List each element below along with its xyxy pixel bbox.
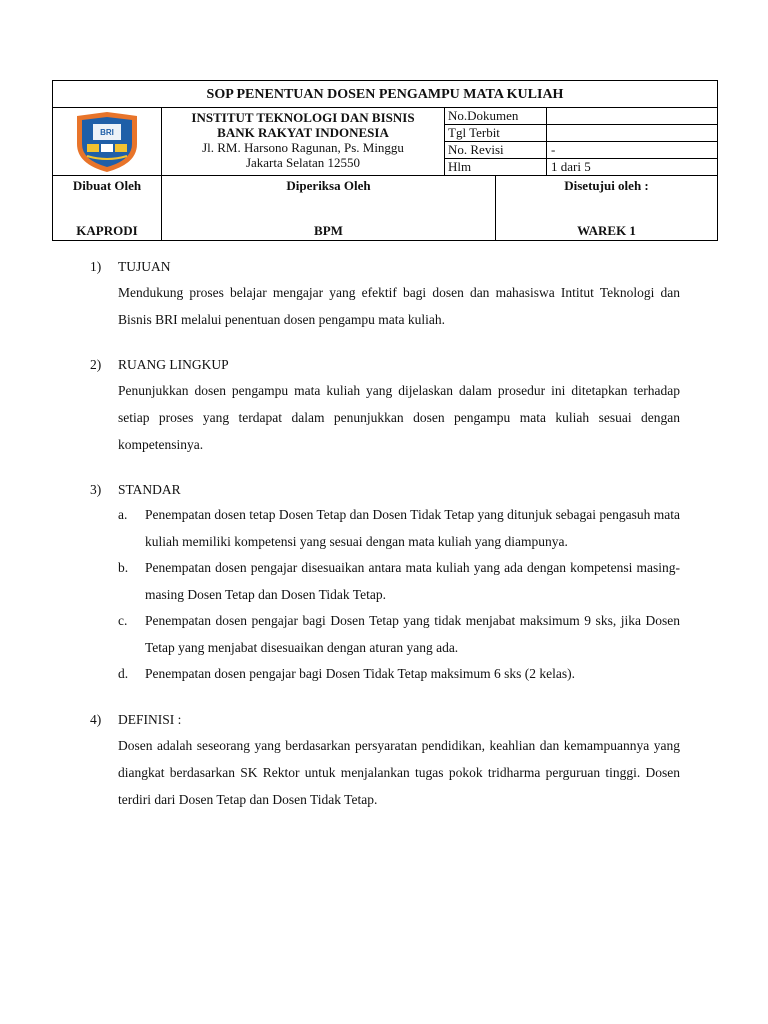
section-number: 4): [90, 711, 102, 727]
meta-label-no-dokumen: No.Dokumen: [445, 108, 547, 125]
section-definisi: [90, 710, 680, 813]
section-heading: DEFINISI :: [118, 711, 182, 727]
institution-info: [162, 108, 445, 176]
list-letter: a.: [118, 507, 128, 522]
list-item: [118, 502, 680, 555]
list-text: Penempatan dosen pengajar bagi Dosen Tidak Tetap maksimum 6 sks (2 kelas).: [145, 666, 575, 681]
list-text: Penempatan dosen pengajar bagi Dosen Tetap yang tidak menjabat maksimum 9 sks, jika Dosen Tetap yang menjabat disesuaikan dengan aturan yang ada.: [145, 613, 680, 655]
meta-value-hlm: 1 dari 5: [547, 159, 718, 176]
list-letter: c.: [118, 613, 128, 628]
signature-dibuat-heading: Dibuat Oleh: [72, 178, 142, 193]
signature-dibuat-name: KAPRODI: [76, 223, 138, 238]
section-body: Dosen adalah seseorang yang berdasarkan persyaratan pendidikan, keahlian dan kemampuannya yang diangkat berdasarkan SK Rektor untuk menjalankan tugas pokok tridharma perguruan tinggi. Dosen terdiri dari Dosen Tetap dan Dosen Tidak Tetap.: [118, 737, 680, 807]
meta-label-no-revisi: No. Revisi: [445, 142, 547, 159]
logo-text: BRI: [100, 127, 114, 137]
meta-value-tgl-terbit: [547, 125, 718, 142]
institution-name-line2: BANK RAKYAT INDONESIA: [217, 125, 389, 140]
list-letter: b.: [118, 560, 129, 575]
signature-disetujui: [496, 176, 718, 241]
institution-logo: [53, 108, 162, 176]
address-line2: Jakarta Selatan 12550: [245, 155, 361, 170]
signature-disetujui-name: WAREK 1: [577, 223, 636, 238]
signature-diperiksa-heading: Diperiksa Oleh: [286, 178, 371, 193]
list-text: Penempatan dosen pengajar disesuaikan antara mata kuliah yang ada dengan kompetensi masing-masing Dosen Tetap dan Dosen Tidak Tetap.: [145, 560, 680, 602]
section-number: 3): [90, 482, 102, 497]
meta-value-no-revisi: -: [547, 142, 718, 159]
section-heading: STANDAR: [118, 482, 181, 497]
section-body: Mendukung proses belajar mengajar yang efektif bagi dosen dan mahasiswa Intitut Teknologi dan Bisnis BRI melalui penentuan dosen pengampu mata kuliah.: [118, 285, 680, 327]
list-text: Penempatan dosen tetap Dosen Tetap dan Dosen Tidak Tetap yang ditunjuk sebagai pengasuh mata kuliah memiliki kompetensi yang sesuai dengan mata kuliah yang diampunya.: [145, 507, 680, 549]
list-item: [118, 555, 680, 608]
section-heading: RUANG LINGKUP: [118, 357, 229, 372]
section-body: Penunjukkan dosen pengampu mata kuliah yang dijelaskan dalam prosedur ini ditetapkan terhadap setiap proses yang terdapat dalam penunjukkan dosen pengampu mata kuliah sesuai dengan kompetensinya.: [118, 383, 680, 452]
signature-dibuat: [53, 176, 162, 241]
meta-value-no-dokumen: [547, 108, 718, 125]
section-number: 2): [90, 357, 102, 372]
list-item: [118, 661, 680, 688]
section-heading: TUJUAN: [118, 259, 171, 274]
meta-label-hlm: Hlm: [445, 159, 547, 176]
list-letter: d.: [118, 666, 129, 681]
shield-logo-icon: [71, 110, 143, 174]
meta-label-tgl-terbit: Tgl Terbit: [445, 125, 547, 142]
section-tujuan: [90, 257, 680, 333]
institution-name-line1: INSTITUT TEKNOLOGI DAN BISNIS: [191, 110, 415, 125]
document-title: SOP PENENTUAN DOSEN PENGAMPU MATA KULIAH: [53, 81, 718, 108]
section-standar: [90, 480, 680, 688]
section-ruang-lingkup: [90, 355, 680, 458]
signature-diperiksa-name: BPM: [314, 223, 343, 238]
document-body: [90, 257, 680, 813]
sop-header-table: [52, 80, 718, 241]
signature-diperiksa: [162, 176, 496, 241]
list-item: [118, 608, 680, 661]
signature-disetujui-heading: Disetujui oleh :: [564, 178, 649, 193]
address-line1: Jl. RM. Harsono Ragunan, Ps. Minggu: [202, 140, 404, 155]
section-number: 1): [90, 259, 102, 274]
standar-list: [118, 502, 680, 688]
